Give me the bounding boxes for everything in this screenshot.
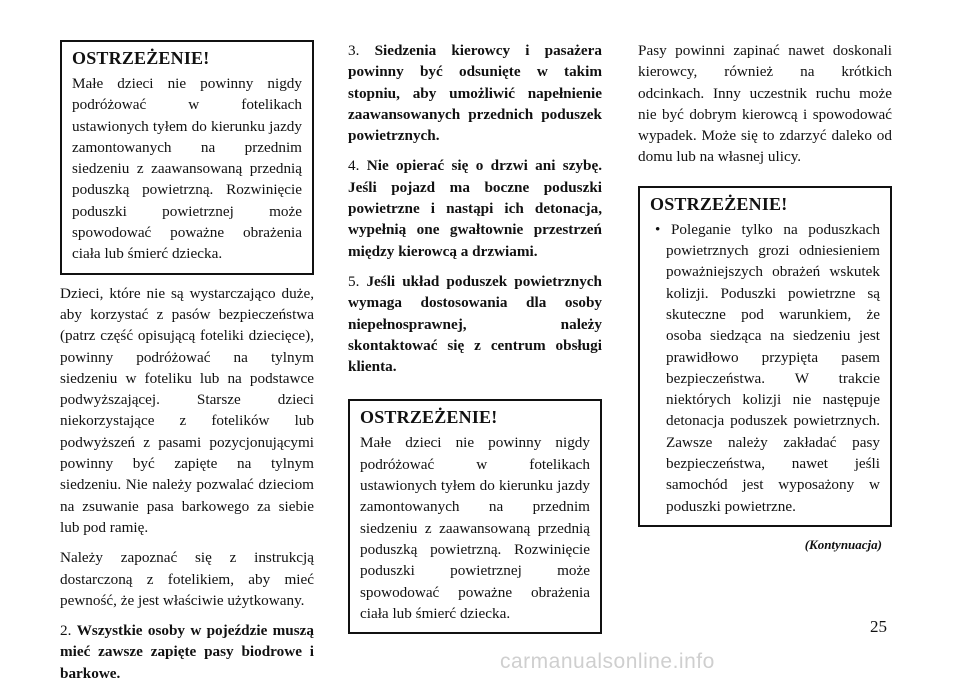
warning-box: [638, 186, 892, 527]
column-middle: [348, 40, 602, 642]
page-number: 25: [870, 617, 887, 636]
warning-box: [60, 40, 314, 275]
column-left: [60, 40, 314, 693]
paragraph: Dzieci, które nie są wystarczająco duże, aby korzystać z pasów bezpieczeństwa (patrz część opisującą foteliki dziecięce), powinny podróżować na tylnym siedzeniu w foteliku lub na podstawce podwyższającej. Starsze dzieci niekorzystające z fotelików lub podwyższeń z pasami pozycjonującymi powinny być zapięte na tylnym siedzeniu. Nie należy pozwalać dzieciom na zsuwanie pasa barkowego za siebie lub pod ramię.: [60, 284, 314, 536]
item-number: 2.: [60, 622, 72, 640]
warning-text: Małe dzieci nie powinny nigdy podróżować w fotelikach ustawionych tyłem do kierunku jazdy zamontowanych na przednim siedzeniu z zaawansowaną przednią poduszką powietrzną. Rozwinięcie poduszki powietrznej może spowodować poważne obrażenia ciała lub śmierć dziecka.: [72, 75, 302, 263]
warning-title: OSTRZEŻENIE!: [72, 48, 210, 68]
warning-bullet-item: [650, 219, 880, 517]
paragraph: Pasy powinni zapinać nawet doskonali kierowcy, również na krótkich odcinkach. Inny uczestnik ruchu może nie być dobrym kierowcą i spowodować wypadek. Może się to zdarzyć daleko od domu lub na własnej ulicy.: [638, 42, 892, 166]
numbered-item-4: [348, 155, 602, 261]
item-text: Wszystkie osoby w pojeździe muszą mieć zawsze zapięte pasy biodrowe i barkowe.: [60, 622, 315, 682]
item-text: Nie opierać się o drzwi ani szybę. Jeśli pojazd ma boczne poduszki powietrzne i nastąpi ich detonacja, wypełnią one gwałtownie przestrzeń między kierowcą a drzwiami.: [348, 157, 603, 260]
column-right: [638, 40, 892, 553]
numbered-item-5: [348, 271, 602, 377]
item-text: Siedzenia kierowcy i pasażera powinny być odsunięte w takim stopniu, aby umożliwić napełnienie zaawansowanych przednich poduszek powietrznych.: [348, 42, 603, 145]
numbered-item-3: [348, 40, 602, 146]
paragraph: Należy zapoznać się z instrukcją dostarczoną z fotelikiem, aby mieć pewność, że jest właściwie użytkowany.: [60, 549, 314, 609]
warning-box: [348, 399, 602, 634]
warning-text: Małe dzieci nie powinny nigdy podróżować w fotelikach ustawionych tyłem do kierunku jazdy zamontowanych na przednim siedzeniu z zaawansowaną przednią poduszką powietrzną. Rozwinięcie poduszki powietrznej może spowodować poważne obrażenia ciała lub śmierć dziecka.: [360, 434, 590, 622]
item-text: Jeśli układ poduszek powietrznych wymaga dostosowania dla osoby niepełnosprawnej, należy skontaktować się z centrum obsługi klienta.: [348, 272, 602, 376]
watermark: carmanualsonline.info: [500, 650, 715, 673]
bullet-icon: •: [655, 220, 661, 238]
continued-label: (Kontynuacja): [804, 536, 882, 552]
warning-title: OSTRZEŻENIE!: [360, 407, 498, 428]
numbered-item-2: [60, 620, 314, 684]
item-number: 4.: [348, 157, 360, 175]
warning-title: OSTRZEŻENIE!: [650, 193, 788, 214]
warning-text: Poleganie tylko na poduszkach powietrznych grozi odniesieniem poważniejszych obrażeń wskutek kolizji. Poduszki powietrzne są skuteczne pod warunkiem, że osoba siedząca na siedzeniu jest prawidłowo przypięta pasem bezpieczeństwa. W trakcie niektórych kolizji nie następuje detonacja poduszek powietrznych. Zawsze należy zakładać pasy bezpieczeństwa, nawet jeśli samochód jest wyposażony w poduszki powietrzne.: [666, 220, 881, 515]
item-number: 3.: [348, 42, 360, 59]
item-number: 5.: [348, 272, 360, 290]
